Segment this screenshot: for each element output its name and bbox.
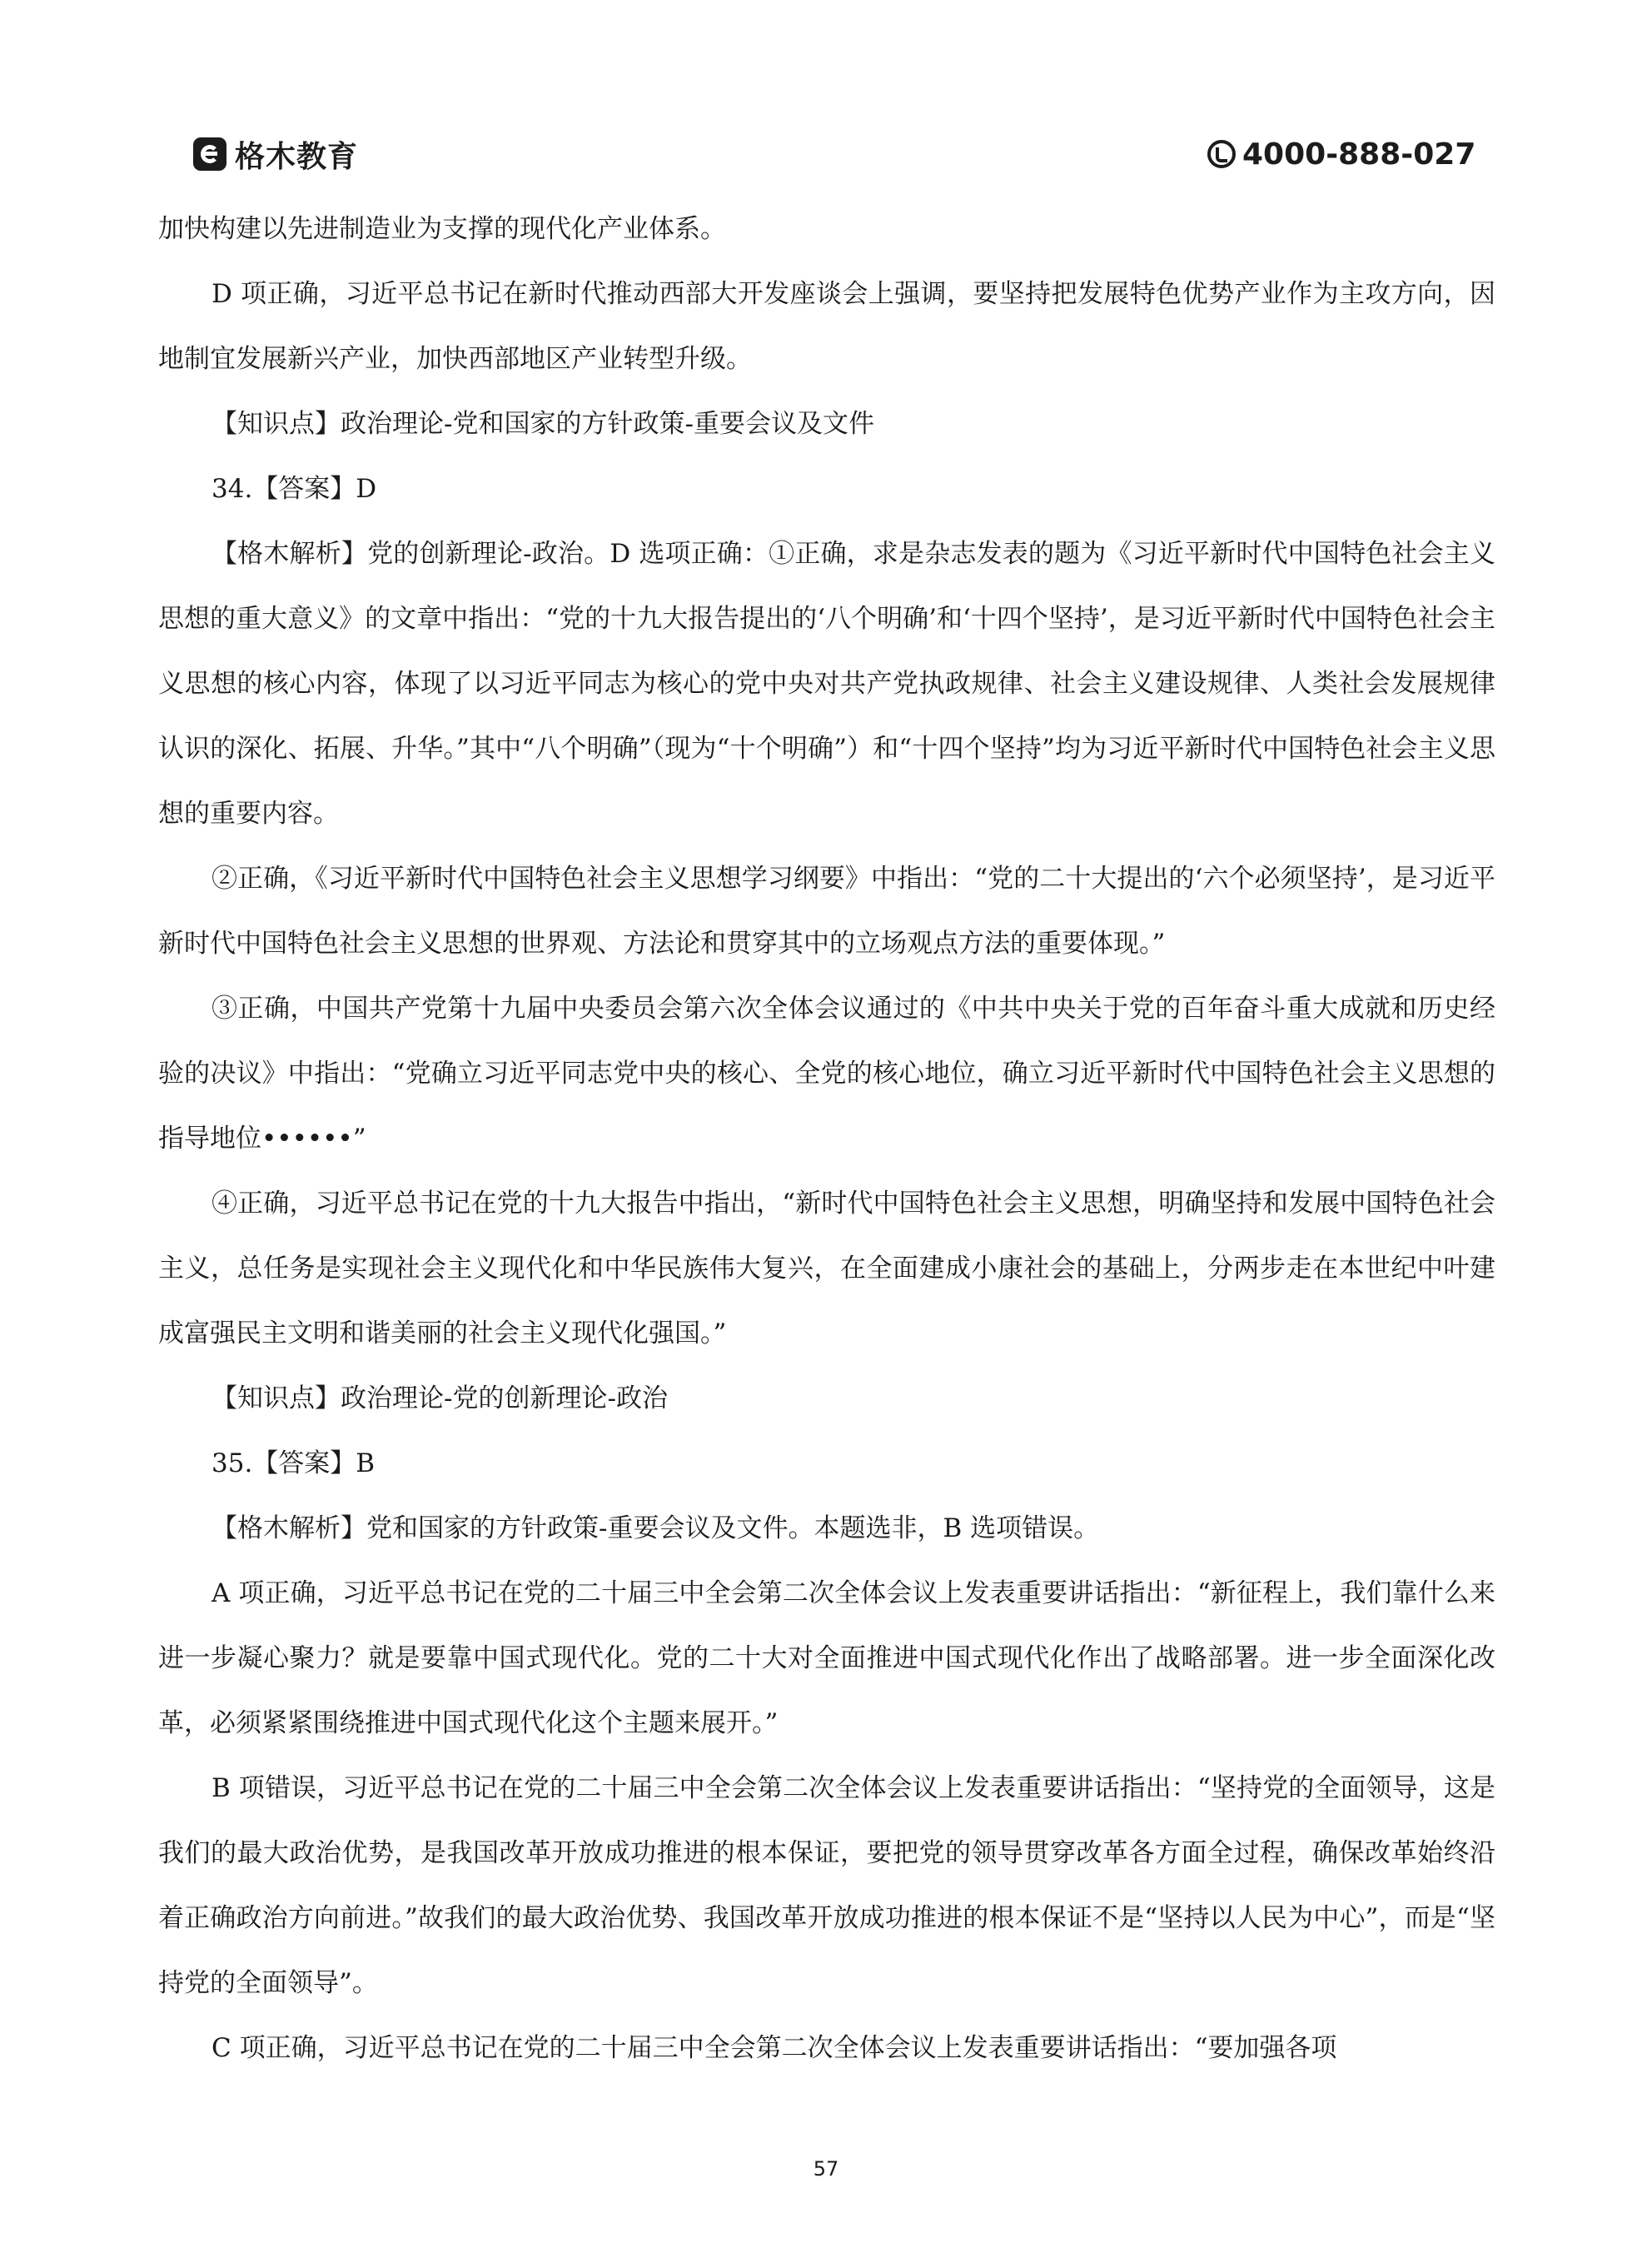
paragraph: 【知识点】政治理论-党的创新理论-政治 xyxy=(211,1383,668,1413)
paragraph: 35.【答案】B xyxy=(211,1448,376,1478)
paragraph: 加快构建以先进制造业为支撑的现代化产业体系。 xyxy=(158,214,726,244)
paragraph: D 项正确，习近平总书记在新时代推动西部大开发座谈会上强调，要坚持把发展特色优势产业作为主攻方向，因地制宜发展新兴产业，加快西部地区产业转型升级。 xyxy=(158,279,1495,374)
hotline xyxy=(1207,133,1475,175)
paragraph: 【知识点】政治理论-党和国家的方针政策-重要会议及文件 xyxy=(211,409,874,439)
paragraph: ③正确，中国共产党第十九届中央委员会第六次全体会议通过的《中共中央关于党的百年奋斗重大成就和历史经验的决议》中指出：“党确立习近平同志党中央的核心、全党的核心地位，确立习近平新时代中国特色社会主义思想的指导地位••••••” xyxy=(158,994,1495,1154)
paragraph: B 项错误，习近平总书记在党的二十届三中全会第二次全体会议上发表重要讲话指出：“坚持党的全面领导，这是我们的最大政治优势，是我国改革开放成功推进的根本保证，要把党的领导贯穿改革各方面全过程，确保改革始终沿着正确政治方向前进。”故我们的最大政治优势、我国改革开放成功推进的根本保证不是“坚持以人民为中心”，而是“坚持党的全面领导”。 xyxy=(158,1773,1495,1998)
page-header xyxy=(0,0,1652,192)
paragraph: ②正确，《习近平新时代中国特色社会主义思想学习纲要》中指出：“党的二十大提出的‘六个必须坚持’，是习近平新时代中国特色社会主义思想的世界观、方法论和贯穿其中的立场观点方法的重要体现。” xyxy=(158,864,1495,959)
phone-icon xyxy=(1207,140,1236,168)
phone-number: 4000-888-027 xyxy=(1242,137,1476,172)
paragraph: A 项正确，习近平总书记在党的二十届三中全会第二次全体会议上发表重要讲话指出：“新征程上，我们靠什么来进一步凝心聚力？就是要靠中国式现代化。党的二十大对全面推进中国式现代化作出了战略部署。进一步全面深化改革，必须紧紧围绕推进中国式现代化这个主题来展开。” xyxy=(158,1578,1495,1738)
paragraph: 【格木解析】党和国家的方针政策-重要会议及文件。本题选非，B 选项错误。 xyxy=(211,1513,1100,1543)
paragraph: ④正确，习近平总书记在党的十九大报告中指出，“新时代中国特色社会主义思想，明确坚持和发展中国特色社会主义，总任务是实现社会主义现代化和中华民族伟大复兴，在全面建成小康社会的基础上，分两步走在本世纪中叶建成富强民主文明和谐美丽的社会主义现代化强国。” xyxy=(158,1189,1495,1348)
paragraph: 34.【答案】D xyxy=(211,474,377,504)
logo-icon xyxy=(193,137,226,171)
logo-text: 格木教育 xyxy=(235,139,359,174)
document-body xyxy=(158,197,1495,2081)
page-number: 57 xyxy=(813,2157,839,2181)
paragraph: 【格木解析】党的创新理论-政治。D 选项正确：①正确，求是杂志发表的题为《习近平新时代中国特色社会主义思想的重大意义》的文章中指出：“党的十九大报告提出的‘八个明确’和‘十四个坚持’，是习近平新时代中国特色社会主义思想的核心内容，体现了以习近平同志为核心的党中央对共产党执政规律、社会主义建设规律、人类社会发展规律认识的深化、拓展、升华。”其中“八个明确”（现为“十个明确”）和“十四个坚持”均为习近平新时代中国特色社会主义思想的重要内容。 xyxy=(158,539,1495,829)
brand-logo xyxy=(193,133,358,175)
paragraph: C 项正确，习近平总书记在党的二十届三中全会第二次全体会议上发表重要讲话指出：“要加强各项 xyxy=(211,2033,1337,2063)
